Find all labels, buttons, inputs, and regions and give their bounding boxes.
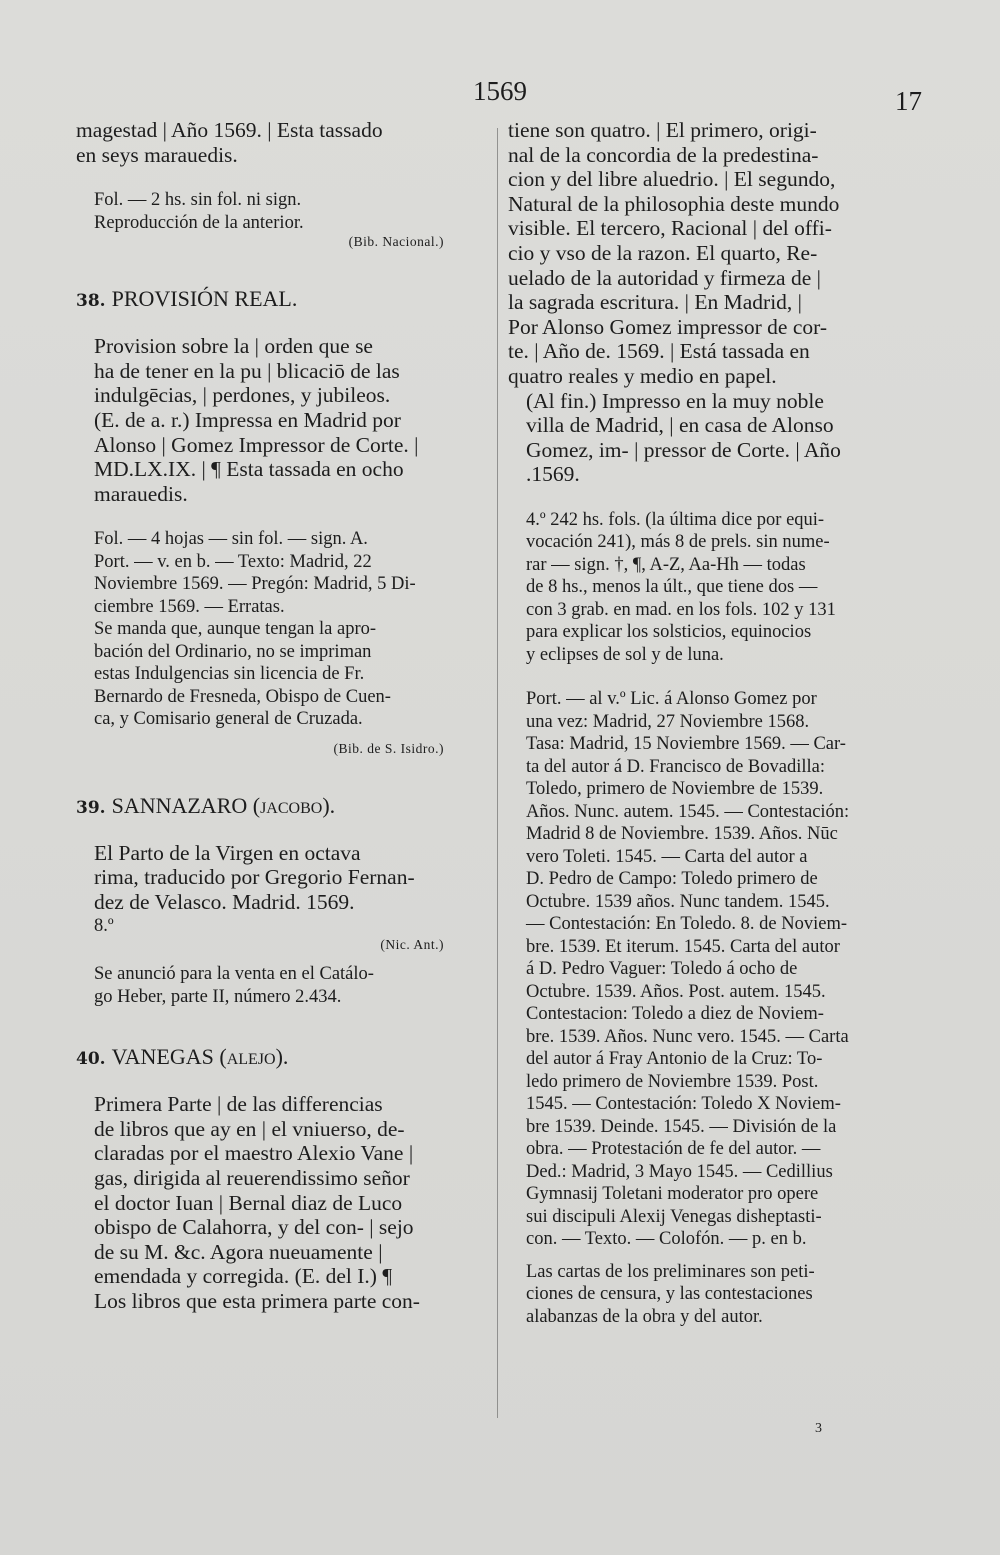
text-line: con 3 grab. en mad. en los fols. 102 y 131 xyxy=(526,599,836,620)
entry-39-firstname: JACOBO xyxy=(260,799,323,817)
right-column xyxy=(508,118,918,1328)
text-line: Contestacion: Toledo a diez de Noviem- xyxy=(526,1004,824,1025)
text-line: de libros que ay en | el vniuerso, de- xyxy=(94,1116,405,1141)
text-line: obispo de Calahorra, y del con- | sejo xyxy=(94,1215,414,1240)
text-line: marauedis. xyxy=(94,481,188,506)
text-line: obra. — Protestación de fe del autor. — xyxy=(526,1139,821,1160)
column-divider xyxy=(497,128,498,1418)
text-line: Bernardo de Fresneda, Obispo de Cuen- xyxy=(94,686,391,707)
text-line: bre. 1539. Años. Nunc vero. 1545. — Carta xyxy=(526,1026,849,1047)
text-line: go Heber, parte II, número 2.434. xyxy=(94,986,342,1007)
text-line: emendada y corregida. (E. del I.) ¶ xyxy=(94,1264,393,1289)
text-line: Toledo, primero de Noviembre de 1539. xyxy=(526,779,824,800)
text-line: con. — Texto. — Colofón. — p. en b. xyxy=(526,1229,807,1250)
entry-40-text xyxy=(76,1092,488,1313)
text-line: vocación 241), más 8 de prels. sin nume- xyxy=(526,532,830,553)
text-line: Provision sobre la | orden que se xyxy=(94,334,373,359)
text-line: rar — sign. †, ¶, A-Z, Aa-Hh — todas xyxy=(526,554,806,575)
text-line: Por Alonso Gomez impressor de cor- xyxy=(508,314,828,339)
text-line: vero Toleti. 1545. — Carta del autor a xyxy=(526,846,808,867)
entry-39-heading xyxy=(76,793,488,819)
text-line: y eclipses de sol y de luna. xyxy=(526,644,724,665)
text-line: ledo primero de Noviembre 1539. Post. xyxy=(526,1071,819,1092)
text-line: sui discipuli Alexij Venegas disheptasti- xyxy=(526,1206,822,1227)
text-line: quatro reales y medio en papel. xyxy=(508,363,777,388)
text-line: Primera Parte | de las differencias xyxy=(94,1092,383,1117)
text-line: 4.º 242 hs. fols. (la última dice por equi- xyxy=(526,509,825,530)
entry-39-note xyxy=(76,963,488,1008)
text-line: visible. El tercero, Racional | del offi- xyxy=(508,216,832,241)
entry-40-firstname: ALEJO xyxy=(226,1051,276,1069)
text-line: magestad | Año 1569. | Esta tassado xyxy=(76,118,383,142)
entry-39-text xyxy=(76,841,488,915)
entry-38-heading xyxy=(76,286,488,312)
text-line: dez de Velasco. Madrid. 1569. xyxy=(94,890,355,915)
text-line: Los libros que esta primera parte con- xyxy=(94,1288,420,1313)
text-line: tiene son quatro. | El primero, origi- xyxy=(508,118,817,142)
text-line: nal de la concordia de la predestina- xyxy=(508,142,819,167)
text-line: bación del Ordinario, no se impriman xyxy=(94,641,372,662)
text-line: indulgēcias, | perdones, y jubileos. xyxy=(94,383,391,408)
text-line: Gymnasij Toletani moderator pro opere xyxy=(526,1184,819,1205)
entry-38-number: 38. xyxy=(76,291,106,312)
text-line: — Contestación: En Toledo. 8. de Noviem- xyxy=(526,914,848,935)
text-line: Fol. — 4 hojas — sin fol. — sign. A. xyxy=(94,529,368,550)
text-line: de 8 hs., menos la últ., que tiene dos — xyxy=(526,577,818,598)
text-line: Alonso | Gomez Impressor de Corte. | xyxy=(94,432,419,457)
entry-40-title: VANEGAS ( xyxy=(111,1044,227,1070)
entry-40-text-cont xyxy=(508,118,918,389)
text-line: claradas por el maestro Alexio Vane | xyxy=(94,1141,414,1166)
left-desc-1 xyxy=(76,189,488,234)
text-line: en seys marauedis. xyxy=(76,142,238,167)
text-line: Octubre. 1539. Años. Post. autem. 1545. xyxy=(526,981,826,1002)
text-line: para explicar los solsticios, equinocios xyxy=(526,622,812,643)
text-line: ciembre 1569. — Erratas. xyxy=(94,596,285,617)
text-line: Octubre. 1539 años. Nunc tandem. 1545. xyxy=(526,891,830,912)
text-line: 1545. — Contestación: Toledo X Noviem- xyxy=(526,1094,841,1115)
text-line: Fol. — 2 hs. sin fol. ni sign. xyxy=(94,190,302,211)
entry-38-title: PROVISIÓN REAL. xyxy=(111,286,298,312)
text-line: Años. Nunc. autem. 1545. — Contestación: xyxy=(526,801,850,822)
text-line: estas Indulgencias sin licencia de Fr. xyxy=(94,664,365,685)
text-line: bre 1539. Deinde. 1545. — División de la xyxy=(526,1116,837,1137)
text-line: Tasa: Madrid, 15 Noviembre 1569. — Car- xyxy=(526,734,846,755)
text-line: Port. — v. en b. — Texto: Madrid, 22 xyxy=(94,551,372,572)
left-opening xyxy=(76,118,488,167)
text-line: (E. de a. r.) Impressa en Madrid por xyxy=(94,407,401,432)
entry-40-preliminaries xyxy=(508,688,918,1251)
text-line: gas, dirigida al reuerendissimo señor xyxy=(94,1165,410,1190)
text-line: de su M. &c. Agora nueuamente | xyxy=(94,1239,383,1264)
text-line: ciones de censura, y las contestaciones xyxy=(526,1284,813,1305)
entry-39-title: SANNAZARO ( xyxy=(111,792,261,818)
text-line: (Al fin.) Impresso en la muy noble xyxy=(526,388,824,413)
text-line: del autor á Fray Antonio de la Cruz: To- xyxy=(526,1049,823,1070)
text-line: El Parto de la Virgen en octava xyxy=(94,840,361,865)
text-line: Noviembre 1569. — Pregón: Madrid, 5 Di- xyxy=(94,574,416,595)
text-line: uelado de la autoridad y firmeza de | xyxy=(508,265,821,290)
text-line: una vez: Madrid, 27 Noviembre 1568. xyxy=(526,711,810,732)
text-line: Ded.: Madrid, 3 Mayo 1545. — Cedillius xyxy=(526,1161,833,1182)
text-line: Se anunció para la venta en el Catálo- xyxy=(94,964,374,985)
text-line: Port. — al v.º Lic. á Alonso Gomez por xyxy=(526,689,817,710)
text-line: .1569. xyxy=(526,462,580,487)
text-line: ca, y Comisario general de Cruzada. xyxy=(94,709,363,730)
location-3: (Nic. Ant.) xyxy=(380,937,444,953)
text-line: rima, traducido por Gregorio Fernan- xyxy=(94,865,415,890)
text-line: Las cartas de los preliminares son peti- xyxy=(526,1261,815,1282)
entry-38-desc xyxy=(76,528,488,618)
text-line: alabanzas de la obra y del autor. xyxy=(526,1306,763,1327)
text-line: la sagrada escritura. | En Madrid, | xyxy=(508,290,802,315)
text-line: cio y vso de la razon. El quarto, Re- xyxy=(508,240,818,265)
entry-40-note xyxy=(508,1261,918,1329)
running-head: 1569 xyxy=(473,76,527,106)
entry-38-text xyxy=(76,334,488,506)
page-number: 17 xyxy=(895,86,922,116)
entry-40-close: ). xyxy=(275,1044,289,1070)
entry-40-number: 40. xyxy=(76,1049,106,1070)
text-line: el doctor Iuan | Bernal diaz de Luco xyxy=(94,1190,403,1215)
text-line: á D. Pedro Vaguer: Toledo á ocho de xyxy=(526,959,798,980)
text-line: Natural de la philosophia deste mundo xyxy=(508,191,840,216)
entry-40-desc xyxy=(508,509,918,667)
colophon xyxy=(508,389,918,487)
location-1: (Bib. Nacional.) xyxy=(348,234,444,250)
text-line: Madrid 8 de Noviembre. 1539. Años. Nūc xyxy=(526,824,838,845)
left-column xyxy=(76,118,488,1313)
entry-39-format: 8.º xyxy=(94,915,114,936)
text-line: D. Pedro de Campo: Toledo primero de xyxy=(526,869,818,890)
entry-38-note xyxy=(76,618,488,731)
entry-40-heading xyxy=(76,1044,488,1070)
entry-39-close: ). xyxy=(322,792,336,818)
text-line: te. | Año de. 1569. | Está tassada en xyxy=(508,339,810,364)
signature-mark: 3 xyxy=(815,1421,822,1436)
text-line: ha de tener en la pu | blicaciō de las xyxy=(94,358,400,383)
text-line: villa de Madrid, | en casa de Alonso xyxy=(526,413,834,438)
text-line: MD.LX.IX. | ¶ Esta tassada en ocho xyxy=(94,457,404,482)
location-2: (Bib. de S. Isidro.) xyxy=(333,740,444,756)
entry-39-number: 39. xyxy=(76,797,106,818)
text-line: ta del autor á D. Francisco de Bovadilla: xyxy=(526,756,825,777)
text-line: Se manda que, aunque tengan la apro- xyxy=(94,619,377,640)
text-line: Reproducción de la anterior. xyxy=(94,212,304,233)
text-line: cion y del libre aluedrio. | El segundo, xyxy=(508,167,836,192)
text-line: Gomez, im- | pressor de Corte. | Año xyxy=(526,437,841,462)
text-line: bre. 1539. Et iterum. 1545. Carta del autor xyxy=(526,936,840,957)
